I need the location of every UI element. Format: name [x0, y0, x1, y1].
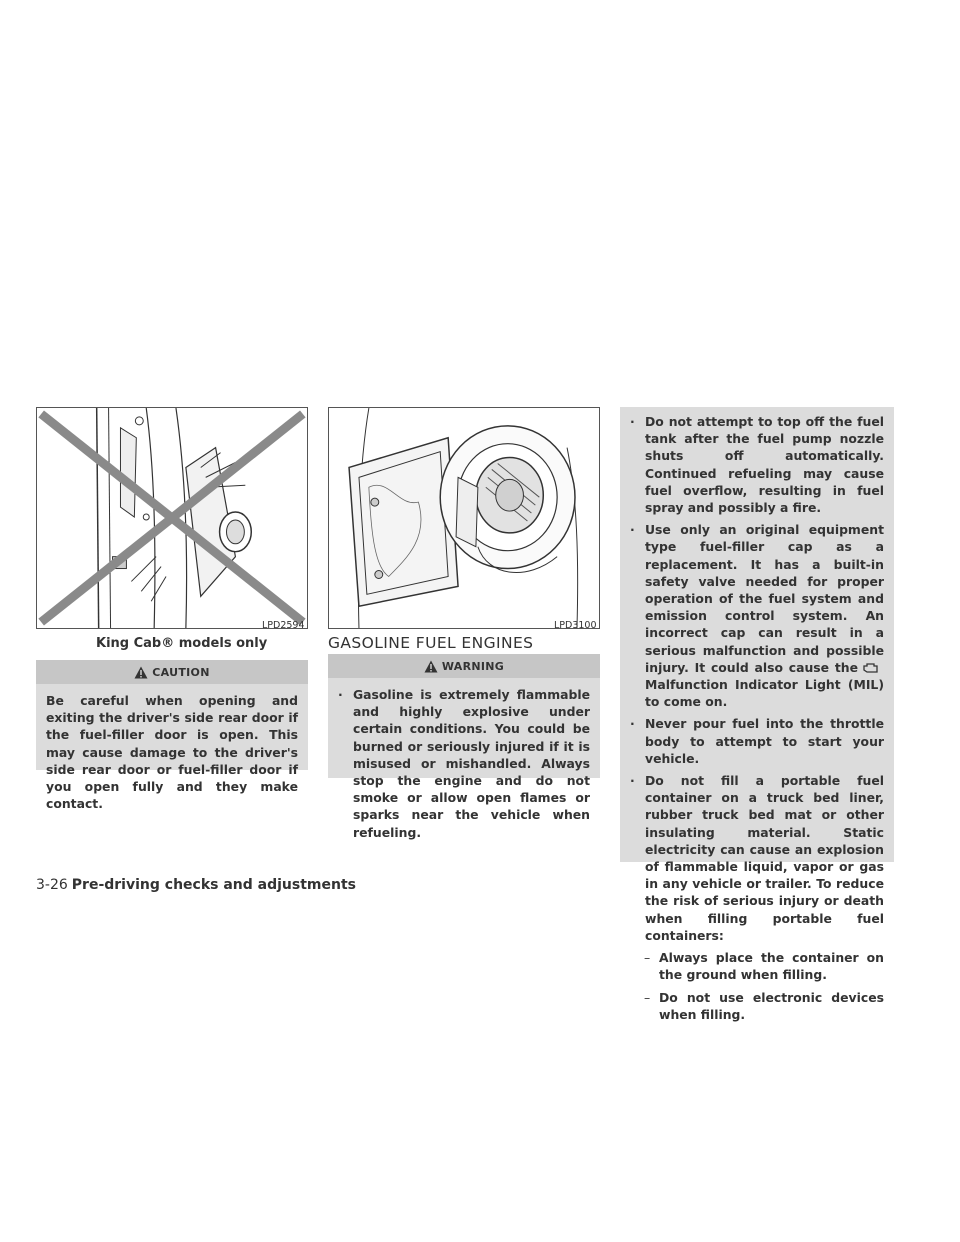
- caution-text: Be careful when opening and exiting the driver's side rear door if the fuel-filler door is open. This may cause damage to the driver's side rear door or fuel-filler door if you open fully and they make contact.: [46, 693, 298, 812]
- page-footer: [36, 877, 356, 893]
- warning-header: [328, 654, 600, 678]
- bullet-dot: ·: [630, 522, 635, 538]
- figure-code: LPD2594: [262, 620, 305, 631]
- page-number: 3-26: [36, 877, 68, 893]
- warning-triangle-icon: [134, 666, 148, 679]
- warning-sub-item: [630, 949, 884, 983]
- warning-bullet-text: Use only an original equipment type fuel-filler cap as a replacement. It has a built-in safety valve needed for proper operation of the fuel system and emission control system. An incorrect cap can result in a serious malfunction and possible injury. It could also cause the: [645, 522, 884, 675]
- figure-code: LPD3100: [554, 620, 597, 631]
- warning-bullet-text: Do not attempt to top off the fuel tank after the fuel pump nozzle shuts off automatically. Continued refueling may cause fuel overflow, resulting in fuel spray and possibly a fire.: [645, 414, 884, 516]
- warning-label: WARNING: [441, 659, 505, 673]
- warning-bullet: [338, 686, 590, 841]
- warning-bullet: [630, 521, 884, 710]
- warning-bullet: [630, 413, 884, 516]
- warning-triangle-icon: [424, 660, 438, 673]
- warning-box: [328, 654, 600, 840]
- warning-box-continued: [620, 407, 894, 1022]
- fuel-door-illustration: [37, 408, 307, 628]
- warning-bullet-text-end: Malfunction Indicator Light (MIL) to come on.: [645, 677, 884, 710]
- warning-bullet-text: Never pour fuel into the throttle body to attempt to start your vehicle.: [645, 716, 884, 766]
- sub-dash: –: [644, 950, 651, 966]
- bullet-dot: ·: [338, 687, 343, 702]
- bullet-dot: ·: [630, 414, 635, 429]
- fuel-cap-illustration: [329, 408, 599, 628]
- caution-box: [36, 660, 308, 812]
- bullet-dot: ·: [630, 716, 635, 732]
- malfunction-indicator-engine-icon: [862, 662, 880, 674]
- warning-sub-item: [630, 989, 884, 1023]
- warning-sub-text: Always place the container on the ground when filling.: [659, 950, 884, 983]
- caution-label: CAUTION: [152, 665, 210, 679]
- warning-bullet: [630, 772, 884, 944]
- section-title: GASOLINE FUEL ENGINES: [328, 634, 534, 652]
- figure-fuel-door-king-cab: [36, 407, 308, 629]
- chapter-title: Pre-driving checks and adjustments: [71, 877, 356, 893]
- warning-bullet-text: Gasoline is extremely flammable and highly explosive under certain conditions. You could be burned or seriously injured if it is misused or mishandled. Always stop the engine and do not smoke or allow open flames or sparks near the vehicle when refueling.: [353, 687, 590, 840]
- warning-sub-text: Do not use electronic devices when filling.: [659, 989, 884, 1022]
- figure-caption: King Cab® models only: [96, 636, 268, 651]
- sub-dash: –: [644, 989, 651, 1005]
- caution-header: [36, 660, 308, 684]
- warning-bullet: [630, 715, 884, 767]
- figure-fuel-cap: [328, 407, 600, 629]
- warning-bullet-text: Do not fill a portable fuel container on a truck bed liner, rubber truck bed mat or other insulating material. Static electricity can cause an explosion of flammable liquid, vapor or gas in any vehicle or trailer. To reduce the risk of serious injury or death when filling portable fuel containers:: [645, 773, 884, 943]
- bullet-dot: ·: [630, 773, 635, 789]
